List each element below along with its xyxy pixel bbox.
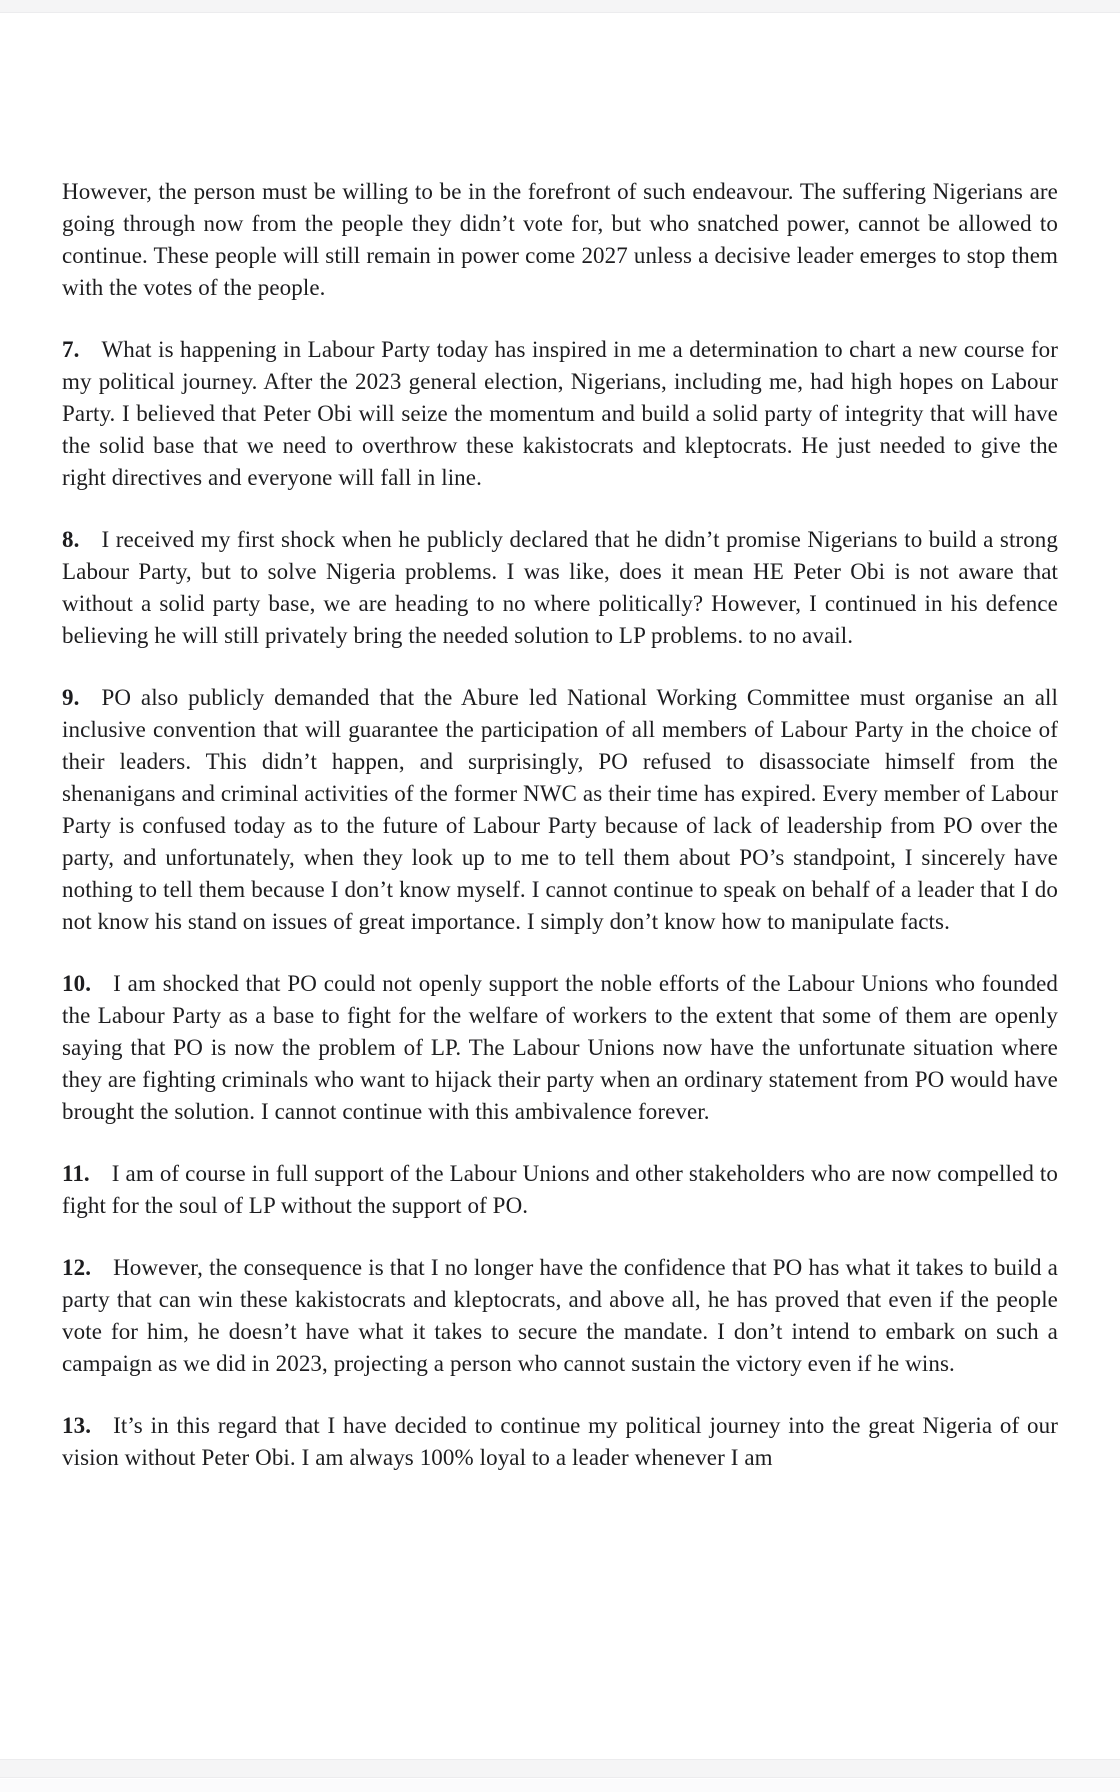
paragraph [62,524,1058,652]
paragraph-text: I am shocked that PO could not openly support the noble efforts of the Labour Unions who founded the Labour Party as a base to fight for the welfare of workers to the extent that some of them are openly saying that PO is now the problem of LP. The Labour Unions now have the unfortunate situation where they are fighting criminals who want to hijack their party when an ordinary statement from PO would have brought the solution. I cannot continue with this ambivalence forever. [62,971,1058,1124]
paragraph-number: 8. [62,527,80,552]
paragraph [62,682,1058,938]
paragraph-text: It’s in this regard that I have decided to continue my political journey into the great Nigeria of our vision without Peter Obi. I am always 100% loyal to a leader whenever I am [62,1413,1058,1470]
paragraph [62,968,1058,1128]
paragraph-text: PO also publicly demanded that the Abure led National Working Committee must organise an all inclusive convention that will guarantee the participation of all members of Labour Party in the choice of their leaders. This didn’t happen, and surprisingly, PO refused to disassociate himself from the shenanigans and criminal activities of the former NWC as their time has expired. Every member of Labour Party is confused today as to the future of Labour Party because of lack of leadership from PO over the party, and unfortunately, when they look up to me to tell them about PO’s standpoint, I sincerely have nothing to tell them because I don’t know myself. I cannot continue to speak on behalf of a leader that I do not know his stand on issues of great importance. I simply don’t know how to manipulate facts. [62,685,1058,934]
paragraph [62,176,1058,304]
paragraph-number: 9. [62,685,80,710]
paragraph [62,1252,1058,1380]
paragraph-text: I received my first shock when he publicly declared that he didn’t promise Nigerians to build a strong Labour Party, but to solve Nigeria problems. I was like, does it mean HE Peter Obi is not aware that without a solid party base, we are heading to no where politically? However, I continued in his defence believing he will still privately bring the needed solution to LP problems. to no avail. [62,527,1058,648]
bottom-edge-strip [0,1759,1120,1778]
paragraph [62,334,1058,494]
bottom-edge-strip-pale [0,1779,1120,1792]
paragraph [62,1158,1058,1222]
paragraph-number: 11. [62,1161,90,1186]
paragraph [62,1410,1058,1474]
paragraph-text: What is happening in Labour Party today has inspired in me a determination to chart a new course for my political journey. After the 2023 general election, Nigerians, including me, had high hopes on Labour Party. I believed that Peter Obi will seize the momentum and build a solid party of integrity that will have the solid base that we need to overthrow these kakistocrats and kleptocrats. He just needed to give the right directives and everyone will fall in line. [62,337,1058,490]
top-edge-strip [0,0,1120,13]
paragraph-text: However, the consequence is that I no longer have the confidence that PO has what it takes to build a party that can win these kakistocrats and kleptocrats, and above all, he has proved that even if the people vote for him, he doesn’t have what it takes to secure the mandate. I don’t intend to embark on such a campaign as we did in 2023, projecting a person who cannot sustain the victory even if he wins. [62,1255,1058,1376]
paragraph-text: However, the person must be willing to be in the forefront of such endeavour. The suffering Nigerians are going through now from the people they didn’t vote for, but who snatched power, cannot be allowed to continue. These people will still remain in power come 2027 unless a decisive leader emerges to stop them with the votes of the people. [62,179,1058,300]
paragraph-text: I am of course in full support of the Labour Unions and other stakeholders who are now compelled to fight for the soul of LP without the support of PO. [62,1161,1058,1218]
paragraph-number: 12. [62,1255,92,1280]
paragraph-number: 10. [62,971,92,996]
document-content [62,176,1058,1504]
paragraph-number: 7. [62,337,80,362]
paragraph-number: 13. [62,1413,92,1438]
